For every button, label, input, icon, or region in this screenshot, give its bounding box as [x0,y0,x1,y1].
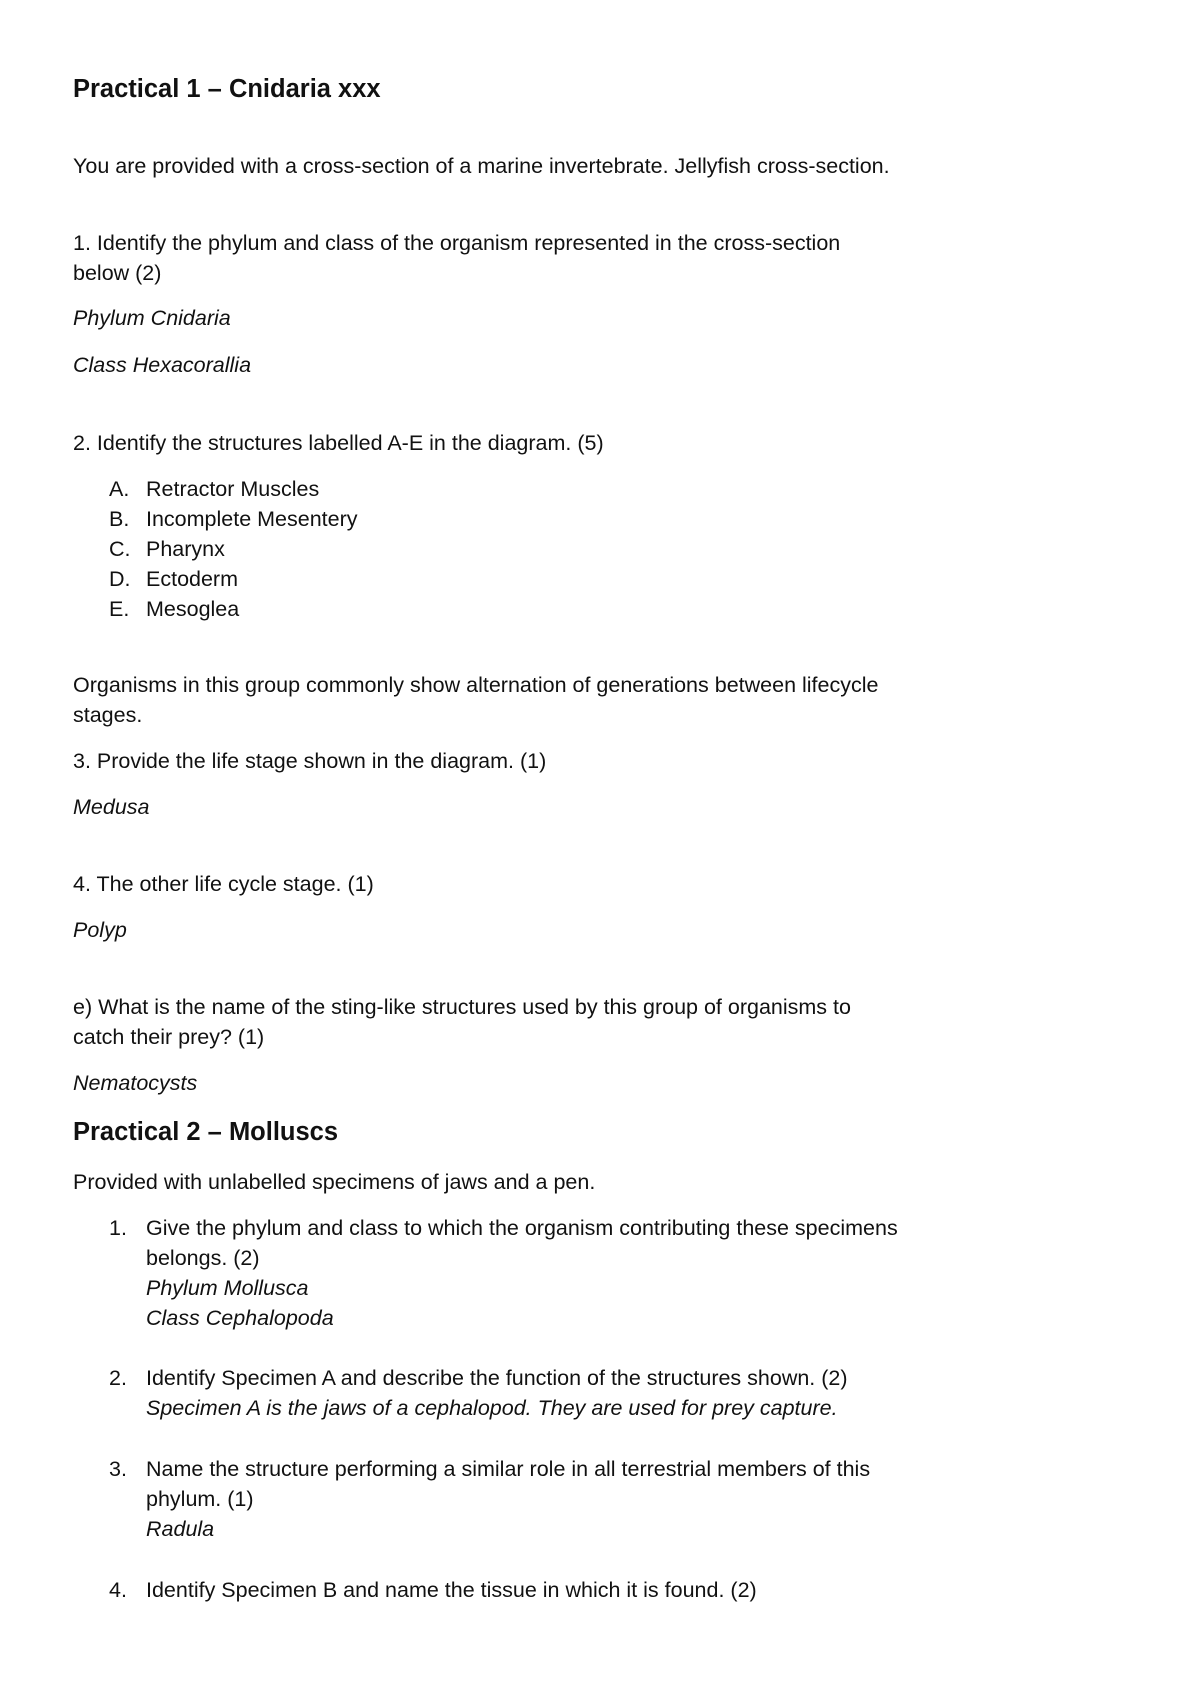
note-line-1: Organisms in this group commonly show alternation of generations between lifecycle [73,673,879,697]
practical-1-heading: Practical 1 – Cnidaria xxx [73,75,381,103]
list-text: Incomplete Mesentery [146,507,358,531]
answer-e: Nematocysts [73,1071,198,1095]
list-text: Ectoderm [146,567,239,591]
mollusc-question-1-body [146,1213,898,1333]
answer-4: Polyp [73,918,127,942]
list-marker: D. [109,567,131,591]
answer-text: Class Cephalopoda [146,1306,334,1330]
list-marker: 3. [109,1457,127,1481]
practical-1-intro: You are provided with a cross-section of a marine invertebrate. Jellyfish cross-section. [73,154,890,178]
list-marker: C. [109,537,131,561]
question-e-line-1: e) What is the name of the sting-like structures used by this group of organisms to [73,995,851,1019]
question-4: 4. The other life cycle stage. (1) [73,872,374,896]
question-text: Identify Specimen B and name the tissue in which it is found. (2) [146,1578,757,1602]
question-2: 2. Identify the structures labelled A-E in the diagram. (5) [73,431,604,455]
list-marker: A. [109,477,130,501]
question-text: Name the structure performing a similar role in all terrestrial members of this [146,1457,871,1481]
list-marker: 1. [109,1216,127,1240]
answer-1-phylum: Phylum Cnidaria [73,306,231,330]
answer-3: Medusa [73,795,150,819]
list-marker: 2. [109,1366,127,1390]
answer-1-class: Class Hexacorallia [73,353,252,377]
list-text: Retractor Muscles [146,477,320,501]
question-text: belongs. (2) [146,1246,260,1270]
question-3: 3. Provide the life stage shown in the diagram. (1) [73,749,547,773]
list-text: Mesoglea [146,597,240,621]
mollusc-question-4-body [146,1575,757,1605]
list-marker: B. [109,507,130,531]
question-text: Identify Specimen A and describe the function of the structures shown. (2) [146,1366,848,1390]
question-e-line-2: catch their prey? (1) [73,1025,265,1049]
answer-text: Phylum Mollusca [146,1276,309,1300]
note-line-2: stages. [73,703,143,727]
question-1-line-1: 1. Identify the phylum and class of the organism represented in the cross-section [73,231,841,255]
mollusc-question-2-body [146,1363,848,1423]
answer-text: Radula [146,1517,215,1541]
list-text: Pharynx [146,537,225,561]
list-marker: E. [109,597,130,621]
list-marker: 4. [109,1578,127,1602]
question-1-line-2: below (2) [73,261,162,285]
answer-text: Specimen A is the jaws of a cephalopod. They are used for prey capture. [146,1396,838,1420]
question-text: Give the phylum and class to which the organism contributing these specimens [146,1216,898,1240]
practical-2-heading: Practical 2 – Molluscs [73,1118,339,1146]
mollusc-question-3-body [146,1454,870,1544]
practical-2-intro: Provided with unlabelled specimens of jaws and a pen. [73,1170,596,1194]
question-text: phylum. (1) [146,1487,254,1511]
